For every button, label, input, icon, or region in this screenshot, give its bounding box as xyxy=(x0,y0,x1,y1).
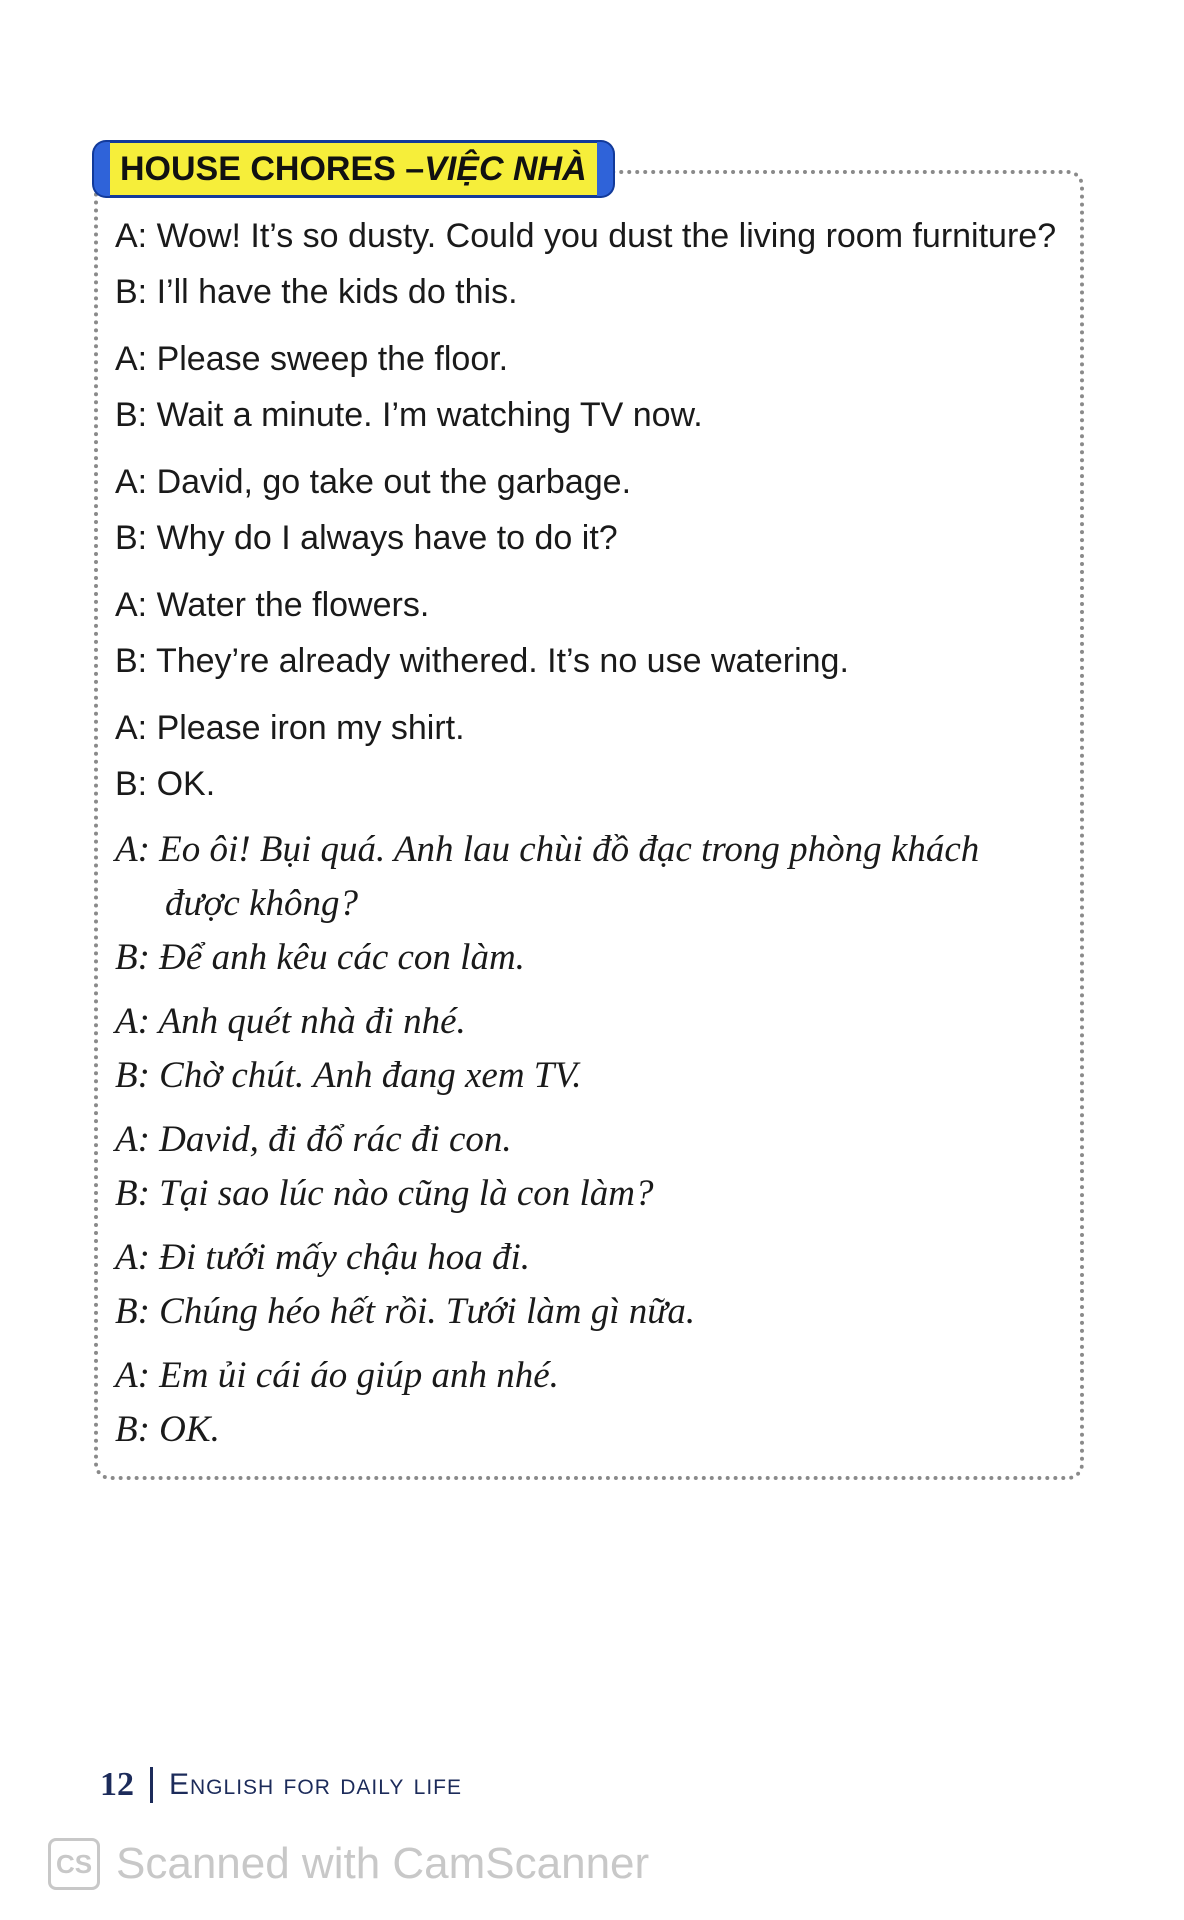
scanner-watermark xyxy=(48,1838,649,1890)
dialogue-pair xyxy=(115,1113,1075,1221)
header-left-cap xyxy=(92,140,110,198)
line-a: A: Eo ôi! Bụi quá. Anh lau chùi đồ đạc trong phòng khách xyxy=(115,829,980,870)
line-b: B: Chúng héo hết rồi. Tưới làm gì nữa. xyxy=(115,1291,696,1332)
line-a: A: Water the flowers. xyxy=(115,586,430,624)
line-a: A: Anh quét nhà đi nhé. xyxy=(115,1001,466,1042)
dialogue-pair xyxy=(115,454,1075,566)
line-b: B: OK. xyxy=(115,765,216,803)
line-b: B: Chờ chút. Anh đang xem TV. xyxy=(115,1055,582,1096)
section-title-english: HOUSE CHORES – xyxy=(120,149,425,188)
line-b: B: OK. xyxy=(115,1409,220,1450)
dialogue-pair xyxy=(115,208,1075,320)
line-a: A: David, đi đổ rác đi con. xyxy=(115,1119,512,1160)
line-b: B: They’re already withered. It’s no use watering. xyxy=(115,642,849,680)
vietnamese-dialogues xyxy=(115,823,1075,1457)
header-right-cap xyxy=(597,140,615,198)
dialogue-pair xyxy=(115,1231,1075,1339)
line-b: B: Để anh kêu các con làm. xyxy=(115,937,525,978)
dialogues xyxy=(115,208,1075,1467)
camscanner-logo-icon: CS xyxy=(48,1838,100,1890)
english-dialogues xyxy=(115,208,1075,812)
dialogue-pair xyxy=(115,995,1075,1103)
dialogue-pair xyxy=(115,1349,1075,1457)
dialogue-pair xyxy=(115,823,1075,985)
dialogue-pair xyxy=(115,577,1075,689)
line-a: A: Em ủi cái áo giúp anh nhé. xyxy=(115,1355,559,1396)
line-a: A: David, go take out the garbage. xyxy=(115,463,632,501)
section-title xyxy=(110,140,597,198)
line-b: B: Tại sao lúc nào cũng là con làm? xyxy=(115,1173,654,1214)
footer-divider xyxy=(150,1767,153,1803)
line-a: A: Wow! It’s so dusty. Could you dust the living room furniture? xyxy=(115,217,1057,255)
page-number: 12 xyxy=(100,1766,134,1803)
page-footer xyxy=(100,1766,462,1804)
line-b: B: Why do I always have to do it? xyxy=(115,519,618,557)
watermark-text: Scanned with CamScanner xyxy=(116,1839,650,1888)
line-a: A: Đi tưới mấy chậu hoa đi. xyxy=(115,1237,531,1278)
line-a: A: Please sweep the floor. xyxy=(115,340,509,378)
line-b: B: I’ll have the kids do this. xyxy=(115,273,518,311)
line-b: B: Wait a minute. I’m watching TV now. xyxy=(115,396,703,434)
book-title: English for daily life xyxy=(169,1768,463,1801)
section-header xyxy=(92,140,615,198)
dialogue-pair xyxy=(115,331,1075,443)
dialogue-pair xyxy=(115,700,1075,812)
section-title-vietnamese: VIỆC NHÀ xyxy=(424,149,587,188)
line-a: A: Please iron my shirt. xyxy=(115,709,465,747)
line-a-continued: được không? xyxy=(165,883,359,924)
